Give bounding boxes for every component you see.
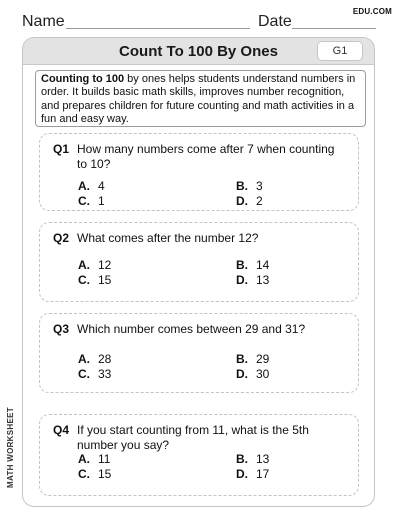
option-letter: C. [78,194,90,208]
intro-bold: Counting to 100 [41,73,125,85]
option-a[interactable] [78,179,105,193]
option-letter: A. [78,452,90,466]
option-value: 17 [256,467,270,481]
option-value: 15 [98,467,112,481]
option-letter: B. [236,179,248,193]
question-text: What comes after the number 12? [77,231,259,245]
date-line[interactable] [292,28,376,29]
option-value: 1 [98,194,105,208]
option-letter: C. [78,273,90,287]
option-letter: A. [78,352,90,366]
option-letter: D. [236,367,248,381]
option-b[interactable] [236,352,269,366]
option-value: 13 [256,273,270,287]
option-value: 28 [98,352,112,366]
question-number: Q4 [53,423,70,437]
option-a[interactable] [78,258,111,272]
option-value: 11 [98,452,111,466]
intro-text: by ones helps students understand numbers in order. It builds basic math skills, improves number recognition, and prepares children for future counting and math activities in a fun and easy way. [41,73,356,125]
option-d[interactable] [236,273,269,287]
option-c[interactable] [78,194,105,208]
option-value: 4 [98,179,105,193]
worksheet-title: Count To 100 By Ones [119,43,278,60]
question-text: Which number comes between 29 and 31? [77,322,306,336]
option-a[interactable] [78,452,110,466]
question-card-4 [39,414,359,496]
worksheet-card [22,37,375,507]
option-value: 29 [256,352,270,366]
option-c[interactable] [78,273,111,287]
question-text: If you start counting from 11, what is the 5th number you say? [77,423,309,452]
option-value: 14 [256,258,270,272]
option-letter: B. [236,352,248,366]
option-letter: C. [78,367,90,381]
option-value: 30 [256,367,270,381]
option-letter: D. [236,194,248,208]
option-value: 2 [256,194,263,208]
option-letter: A. [78,258,90,272]
option-c[interactable] [78,367,111,381]
question-number: Q3 [53,322,70,336]
grade-badge: G1 [317,41,363,61]
option-value: 13 [256,452,270,466]
option-value: 33 [98,367,112,381]
question-card-1 [39,133,359,211]
option-letter: A. [78,179,90,193]
option-b[interactable] [236,452,269,466]
option-value: 15 [98,273,112,287]
option-d[interactable] [236,194,263,208]
option-letter: C. [78,467,90,481]
option-b[interactable] [236,179,263,193]
name-label: Name [22,13,65,30]
option-letter: B. [236,258,248,272]
option-letter: D. [236,273,248,287]
option-value: 3 [256,179,263,193]
question-number: Q1 [53,142,70,156]
option-letter: D. [236,467,248,481]
question-card-3 [39,313,359,393]
question-text: How many numbers come after 7 when counting to 10? [77,142,335,171]
question-number: Q2 [53,231,70,245]
option-c[interactable] [78,467,111,481]
date-label: Date [258,13,292,30]
option-d[interactable] [236,467,269,481]
name-line[interactable] [66,28,250,29]
option-a[interactable] [78,352,111,366]
title-bar [23,38,374,65]
brand-logo: EDU.COM [352,7,392,16]
side-label: MATH WORKSHEET [6,407,15,488]
option-d[interactable] [236,367,269,381]
question-card-2 [39,222,359,302]
intro-box [35,70,366,127]
option-value: 12 [98,258,112,272]
option-letter: B. [236,452,248,466]
option-b[interactable] [236,258,269,272]
